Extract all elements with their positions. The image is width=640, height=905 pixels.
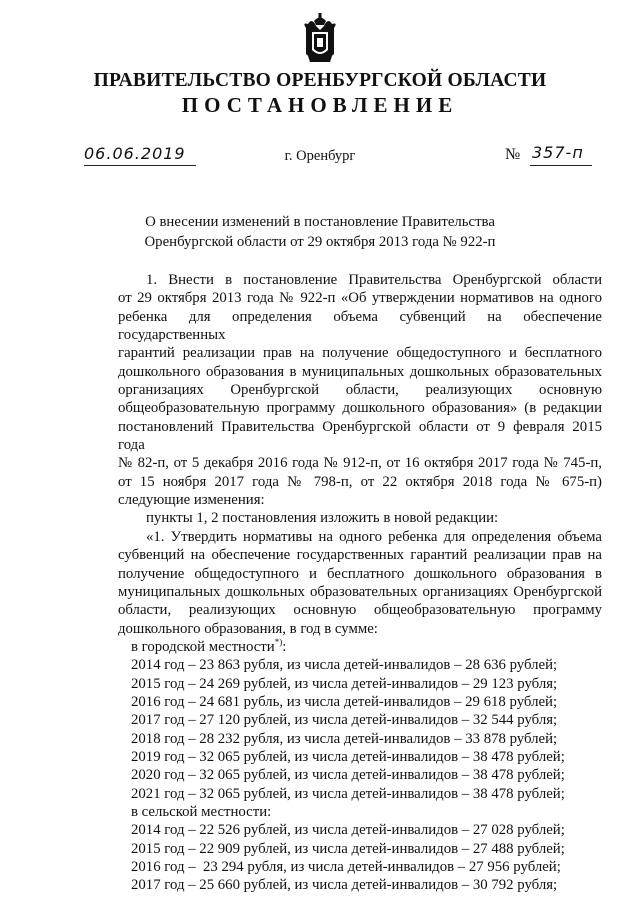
rural-norm-item: 2014 год – 22 526 рублей, из числа детей-инвалидов – 27 028 рублей; [131, 822, 565, 839]
urban-norm-item: 2017 год – 27 120 рублей, из числа детей-инвалидов – 32 544 рубля; [131, 712, 558, 729]
urban-norm-item: 2019 год – 32 065 рублей, из числа детей-инвалидов – 38 478 рублей; [131, 748, 565, 765]
urban-norm-item: 2021 год – 32 065 рублей, из числа детей-инвалидов – 38 478 рублей; [131, 785, 565, 802]
paragraph-line: пункты 1, 2 постановления изложить в новой редакции: [146, 510, 499, 527]
rural-heading: в сельской местности: [131, 803, 272, 820]
urban-norm-item: 2015 год – 24 269 рублей, из числа детей-инвалидов – 29 123 рубля; [131, 675, 558, 692]
urban-norm-item: 2014 год – 23 863 рубля, из числа детей-инвалидов – 28 636 рублей; [131, 657, 558, 674]
paragraph-line: дошкольного образования в муниципальных дошкольных образовательных [118, 363, 602, 380]
document-number: 357-п [532, 143, 584, 162]
paragraph-line: получение общедоступного и бесплатного дошкольного образования в [118, 565, 602, 582]
government-title: ПРАВИТЕЛЬСТВО ОРЕНБУРГСКОЙ ОБЛАСТИ [93, 70, 547, 91]
paragraph-line: постановлений Правительства Оренбургской области от 9 февраля 2015 года [118, 418, 602, 454]
document-city: г. Оренбург [284, 148, 356, 164]
urban-colon: : [282, 638, 287, 655]
paragraph-line: организациях Оренбургской области, реализующих основную [118, 382, 602, 399]
footnote-marker: *) [274, 636, 283, 647]
document-body [118, 271, 602, 895]
urban-norm-item: 2016 год – 24 681 рубль, из числа детей-инвалидов – 29 618 рублей; [131, 693, 558, 710]
document-type: ПОСТАНОВЛЕНИЕ [181, 93, 459, 117]
date-underline [84, 165, 196, 166]
paragraph-line: «1. Утвердить нормативы на одного ребенка для определения объема [146, 528, 602, 545]
paragraph-line: дошкольного образования, в год в сумме: [118, 620, 378, 637]
urban-norm-item: 2018 год – 28 232 рубля, из числа детей-инвалидов – 33 878 рублей; [131, 730, 558, 747]
number-label: № [505, 146, 521, 163]
document-subject [0, 212, 640, 252]
subject-line-2: Оренбургской области от 29 октября 2013 года № 922-п [144, 234, 496, 250]
paragraph-line: № 82-п, от 5 декабря 2016 года № 912-п, от 16 октября 2017 года № 745-п, [118, 455, 602, 472]
document-date: 06.06.2019 [84, 144, 186, 163]
subject-line-1: О внесении изменений в постановление Правительства [145, 214, 495, 230]
paragraph-line: субвенций на обеспечение государственных гарантий реализации прав на [118, 547, 602, 564]
urban-norm-item: 2020 год – 32 065 рублей, из числа детей-инвалидов – 38 478 рублей; [131, 767, 565, 784]
number-underline [530, 165, 592, 166]
coat-of-arms-icon [300, 12, 340, 70]
paragraph-line: от 29 октября 2013 года № 922-п «Об утверждении нормативов на одного [118, 290, 602, 307]
paragraph-line: ребенка для определения объема субвенций на обеспечение государственных [118, 308, 602, 344]
paragraph-line: 1. Внести в постановление Правительства Оренбургской области [146, 272, 602, 288]
paragraph-line: области, реализующих основную общеобразовательную программу [118, 602, 602, 619]
rural-norm-item: 2015 год – 22 909 рублей, из числа детей-инвалидов – 27 488 рублей; [131, 840, 565, 857]
urban-label: в городской местности [131, 638, 275, 655]
paragraph-line: от 15 ноября 2017 года № 798-п, от 22 октября 2018 года № 675-п) [118, 473, 602, 490]
paragraph-line: следующие изменения: [118, 492, 265, 509]
rural-norm-item: 2017 год – 25 660 рублей, из числа детей-инвалидов – 30 792 рубля; [131, 877, 558, 894]
paragraph-line: гарантий реализации прав на получение общедоступного и бесплатного [118, 345, 602, 362]
paragraph-line: общеобразовательную программу дошкольного образования» (в редакции [118, 400, 602, 417]
urban-heading [118, 638, 602, 656]
rural-norm-item: 2016 год – 23 294 рубля, из числа детей-инвалидов – 27 956 рублей; [131, 859, 561, 875]
paragraph-line: муниципальных дошкольных образовательных организациях Оренбургской [118, 583, 602, 600]
